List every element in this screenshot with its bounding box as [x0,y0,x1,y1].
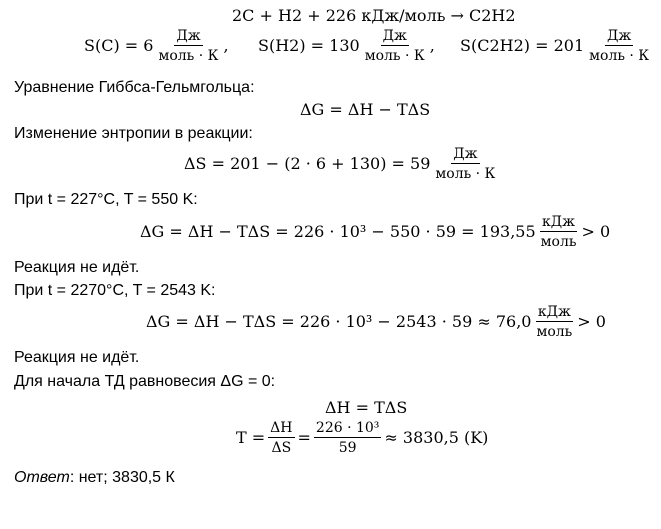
equilibrium-frac1 [268,420,294,456]
equilibrium-result: ≈ 3830,5 (K) [384,428,489,448]
unit-numerator: Дж [174,28,202,46]
entropy-h2: S(H2) = 130 $\frac{Дж}{\text{моль · К}}$ , [258,28,435,65]
case1-condition: При t = 227°C, T = 550 K: [14,191,198,208]
unit-denominator: моль · К [589,48,650,65]
equilibrium-frac2 [314,420,382,456]
unit-numerator: кДж [540,214,577,232]
entropy-change-expression: ΔS = 201 − (2 · 6 + 130) = 59 [184,154,431,174]
unit-numerator: Дж [605,28,633,46]
case1-result: Реакция не идёт. [14,259,140,276]
case1-tail: > 0 [581,222,611,242]
unit-numerator: кДж [536,304,573,322]
entropy-change-heading: Изменение энтропии в реакции: [14,125,253,142]
unit-denominator: моль [540,234,577,251]
entropy-c: S(C) = 6 $\frac{Дж}{\text{моль · К}}$ , [84,28,229,65]
case2-condition: При t = 2270°C, T = 2543 K: [14,282,216,299]
entropy-c-unit [156,28,220,64]
answer-label: Ответ [14,469,70,486]
frac1-numerator: ΔH [268,420,294,438]
unit-numerator: Дж [451,146,479,164]
frac2-numerator: 226 · 10³ [314,420,382,438]
equilibrium-temperature: T = $\frac{\Delta H}{\Delta S}$ = $\frac{\text{226 · 10³}}{59}$ ≈ 3830,5 (K) [236,420,489,457]
case2-equation [146,304,606,340]
gibbs-heading: Уравнение Гиббса-Гельмгольца: [14,79,255,96]
case2-tail: > 0 [577,312,606,332]
entropy-c2h2-label: S(C2H2) = 201 [460,36,585,56]
answer-text: : нет; 3830,5 К [69,469,175,486]
frac2-denominator: 59 [338,440,357,457]
case1-unit [539,214,579,250]
entropy-c-label: S(C) = 6 [84,36,154,56]
entropy-c2h2-unit [587,28,651,64]
gibbs-equation: ΔG = ΔH − TΔS [300,100,431,119]
frac1-denominator: ΔS [271,440,292,457]
unit-numerator: Дж [381,28,409,46]
equilibrium-t-label: T = [236,428,266,448]
unit-denominator: моль · К [435,166,496,183]
entropy-change-equation [184,146,500,182]
equilibrium-equation: ΔH = TΔS [325,398,408,417]
unit-denominator: моль · К [364,48,425,65]
reaction-equation: 2C + H2 + 226 кДж/моль → C2H2 [232,6,516,25]
entropy-c2h2 [460,28,654,64]
answer-line [14,470,175,486]
case1-expression: ΔG = ΔH − TΔS = 226 · 10³ − 550 · 59 = 193,55 [140,222,536,242]
case2-expression: ΔG = ΔH − TΔS = 226 · 10³ − 2543 · 59 ≈ 76,0 [146,312,532,332]
equilibrium-heading: Для начала ТД равновесия ΔG = 0: [14,373,276,390]
entropy-h2-label: S(H2) = 130 [258,36,360,56]
case2-result: Реакция не идёт. [14,349,140,366]
case1-equation [140,214,610,250]
unit-denominator: моль · К [158,48,219,65]
unit-denominator: моль [536,324,573,341]
case2-unit [534,304,574,340]
entropy-change-unit [433,146,497,182]
entropy-h2-unit [363,28,427,64]
